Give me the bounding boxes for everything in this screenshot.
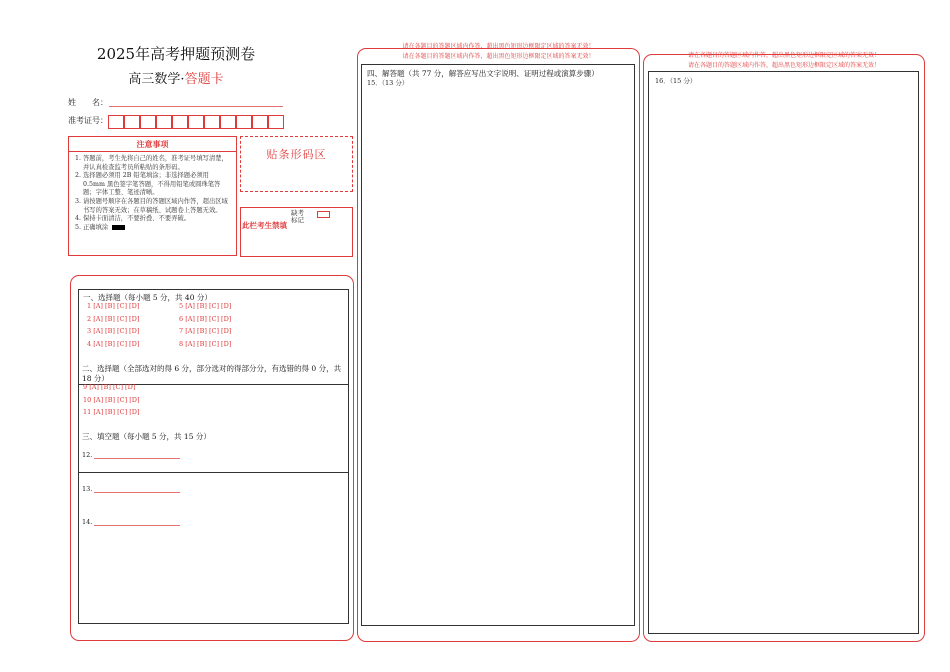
fill-item-number: 12.: [82, 451, 93, 459]
notice-panel: [68, 136, 237, 256]
exam-subtitle: [0, 68, 352, 87]
fill-item-number: 14.: [82, 518, 93, 526]
fill-blank-14[interactable]: [94, 517, 180, 526]
notice-item-text: 正确填涂: [83, 223, 109, 231]
choice-row-8[interactable]: 8 [A] [B] [C] [D]: [179, 340, 232, 348]
section-divider: [78, 472, 349, 473]
choice-row-6[interactable]: 6 [A] [B] [C] [D]: [179, 315, 232, 323]
choice-row-10[interactable]: 10 [A] [B] [C] [D]: [83, 396, 140, 404]
name-field[interactable]: [109, 96, 283, 107]
barcode-label: 贴条形码区: [266, 148, 327, 161]
subtitle-main: 高三数学·: [128, 72, 185, 87]
exam-id-box[interactable]: [220, 115, 236, 129]
subtitle-answer-sheet: 答题卡: [184, 72, 224, 87]
fill-item-number: 13.: [82, 485, 93, 493]
choice-row-11[interactable]: 11 [A] [B] [C] [D]: [83, 408, 140, 416]
exam-id-box[interactable]: [268, 115, 284, 129]
exam-id-box[interactable]: [172, 115, 188, 129]
exam-id-label: 准考证号：: [68, 116, 108, 125]
warning-text-1: 请在各题目的答题区域内作答，超出黑色矩形边框限定区域的答案无效！: [402, 43, 595, 50]
absent-no-fill-label: 此栏考生禁填: [242, 221, 287, 230]
question-16-label: 16．（15 分）: [655, 77, 697, 85]
section2-title: 二、选择题（全部选对的得 6 分，部分选对的得部分分，有选错的得 0 分，共 18 分）: [82, 364, 342, 383]
choice-row-2[interactable]: 2 [A] [B] [C] [D]: [87, 315, 140, 323]
choice-row-7[interactable]: 7 [A] [B] [C] [D]: [179, 327, 232, 335]
notice-item: 3. 请按题号顺序在各题目的答题区域内作答，超出区域书写的答案无效；在草稿纸、试题卷上答题无效。: [83, 198, 232, 215]
exam-title: 2025年高考押题预测卷: [96, 45, 256, 63]
exam-id-box[interactable]: [156, 115, 172, 129]
exam-id-box[interactable]: [236, 115, 252, 129]
notice-list: [69, 155, 236, 232]
exam-id-box[interactable]: [188, 115, 204, 129]
choice-row-1[interactable]: 1 [A] [B] [C] [D]: [87, 302, 140, 310]
choice-row-4[interactable]: 4 [A] [B] [C] [D]: [87, 340, 140, 348]
notice-item: 4. 保持卡面清洁，不要折叠、不要弄破。: [83, 215, 232, 224]
section3-title: 三、填空题（每小题 5 分，共 15 分）: [82, 432, 211, 441]
exam-id-box[interactable]: [204, 115, 220, 129]
choice-row-9[interactable]: 9 [A] [B] [C] [D]: [83, 383, 136, 391]
name-label: 姓 名：: [68, 98, 108, 107]
answer-box-15[interactable]: [361, 64, 635, 626]
absent-mark-label-1: 缺考: [291, 209, 304, 217]
warning-text-4: 请在各题目的答题区域内作答，超出黑色矩形边框限定区域的答案无效！: [687, 62, 880, 69]
notice-heading: 注意事项: [69, 137, 236, 152]
question-15-label: 15．（13 分）: [367, 79, 409, 87]
choice-row-5[interactable]: 5 [A] [B] [C] [D]: [179, 302, 232, 310]
notice-item: 1. 答题前，考生先将自己的姓名，准考证号填写清楚，并认真检查监考员所粘贴的条形码。: [83, 155, 232, 172]
absent-panel: [240, 207, 353, 257]
absent-mark-label-2: 标记: [291, 215, 304, 224]
barcode-area: [240, 136, 353, 192]
fill-item-14: [82, 517, 180, 526]
fill-blank-12[interactable]: [94, 450, 180, 459]
exam-id-box[interactable]: [140, 115, 156, 129]
fill-item-12: [82, 450, 180, 459]
absent-mark-box[interactable]: [317, 211, 330, 218]
notice-item: [83, 224, 232, 233]
absent-mark-label: [291, 210, 304, 223]
section1-title: 一、选择题（每小题 5 分，共 40 分）: [83, 293, 212, 302]
warning-text-2: 请在各题目的答题区域内作答，超出黑色矩形边框限定区域的答案无效！: [402, 53, 595, 60]
choice-row-3[interactable]: 3 [A] [B] [C] [D]: [87, 327, 140, 335]
exam-id-box[interactable]: [124, 115, 140, 129]
section4-title: 四、解答题（共 77 分，解答应写出文字说明、证明过程或演算步骤）: [367, 69, 599, 78]
exam-id-box[interactable]: [108, 115, 124, 129]
warning-text-3: 请在各题目的答题区域内作答，超出黑色矩形边框限定区域的答案无效！: [687, 52, 880, 59]
answer-box-16[interactable]: [648, 71, 919, 634]
exam-id-box[interactable]: [252, 115, 268, 129]
fill-blank-13[interactable]: [94, 484, 180, 493]
fill-item-13: [82, 484, 180, 493]
notice-item: 2. 选择题必须用 2B 铅笔填涂；非选择题必须用 0.5mm 黑色签字笔答题，不得用铅笔或圆珠笔答题；字体工整、笔迹清晰。: [83, 172, 232, 198]
filled-mark-example: [112, 225, 125, 230]
